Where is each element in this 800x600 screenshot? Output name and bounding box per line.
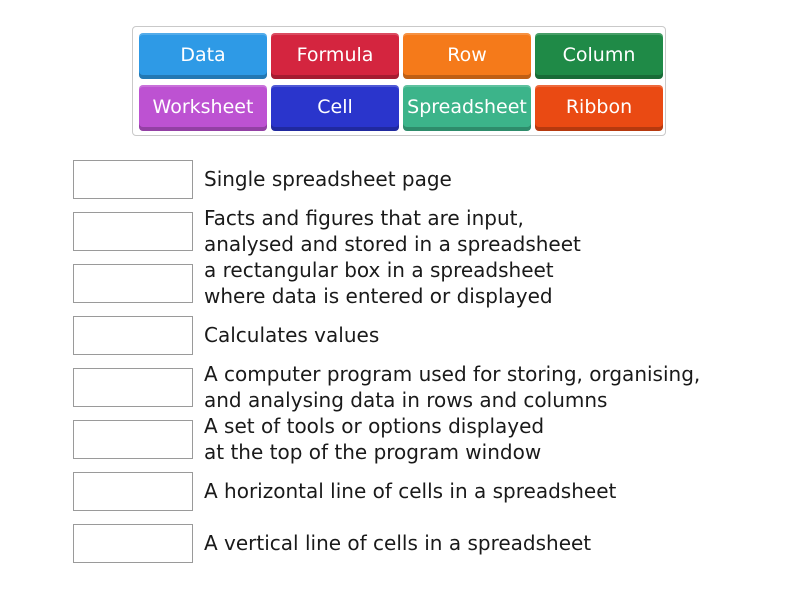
answer-slot-1[interactable] (73, 160, 193, 199)
clue-5 (204, 361, 700, 413)
clue-3-line-2: where data is entered or displayed (204, 284, 553, 308)
clue-3-line-1: a rectangular box in a spreadsheet (204, 258, 554, 282)
clue-8 (204, 530, 591, 556)
answer-slot-7[interactable] (73, 472, 193, 511)
answer-slot-5[interactable] (73, 368, 193, 407)
chip-ribbon[interactable]: Ribbon (535, 85, 663, 131)
clue-5-line-1: A computer program used for storing, organising, (204, 362, 701, 386)
chip-data[interactable]: Data (139, 33, 267, 79)
chip-spreadsheet[interactable]: Spreadsheet (403, 85, 531, 131)
clue-8-line-1: A vertical line of cells in a spreadsheet (204, 531, 592, 555)
answer-slot-4[interactable] (73, 316, 193, 355)
answer-slot-3[interactable] (73, 264, 193, 303)
clue-2 (204, 205, 581, 257)
clue-4 (204, 322, 379, 348)
clue-7-line-1: A horizontal line of cells in a spreadsheet (204, 479, 617, 503)
chip-cell[interactable]: Cell (271, 85, 399, 131)
clue-6-line-1: A set of tools or options displayed (204, 414, 545, 438)
clue-3 (204, 257, 554, 309)
clue-6-line-2: at the top of the program window (204, 440, 542, 464)
answer-slot-8[interactable] (73, 524, 193, 563)
chip-column[interactable]: Column (535, 33, 663, 79)
answer-slot-2[interactable] (73, 212, 193, 251)
clue-5-line-2: and analysing data in rows and columns (204, 388, 608, 412)
word-bank (132, 26, 666, 136)
clue-4-line-1: Calculates values (204, 323, 380, 347)
chip-worksheet[interactable]: Worksheet (139, 85, 267, 131)
clue-7 (204, 478, 616, 504)
clue-1-line-1: Single spreadsheet page (204, 167, 452, 191)
clue-6 (204, 413, 544, 465)
answer-slot-6[interactable] (73, 420, 193, 459)
clue-1 (204, 166, 452, 192)
clue-2-line-1: Facts and figures that are input, (204, 206, 524, 230)
clue-2-line-2: analysed and stored in a spreadsheet (204, 232, 581, 256)
chip-formula[interactable]: Formula (271, 33, 399, 79)
chip-row[interactable]: Row (403, 33, 531, 79)
